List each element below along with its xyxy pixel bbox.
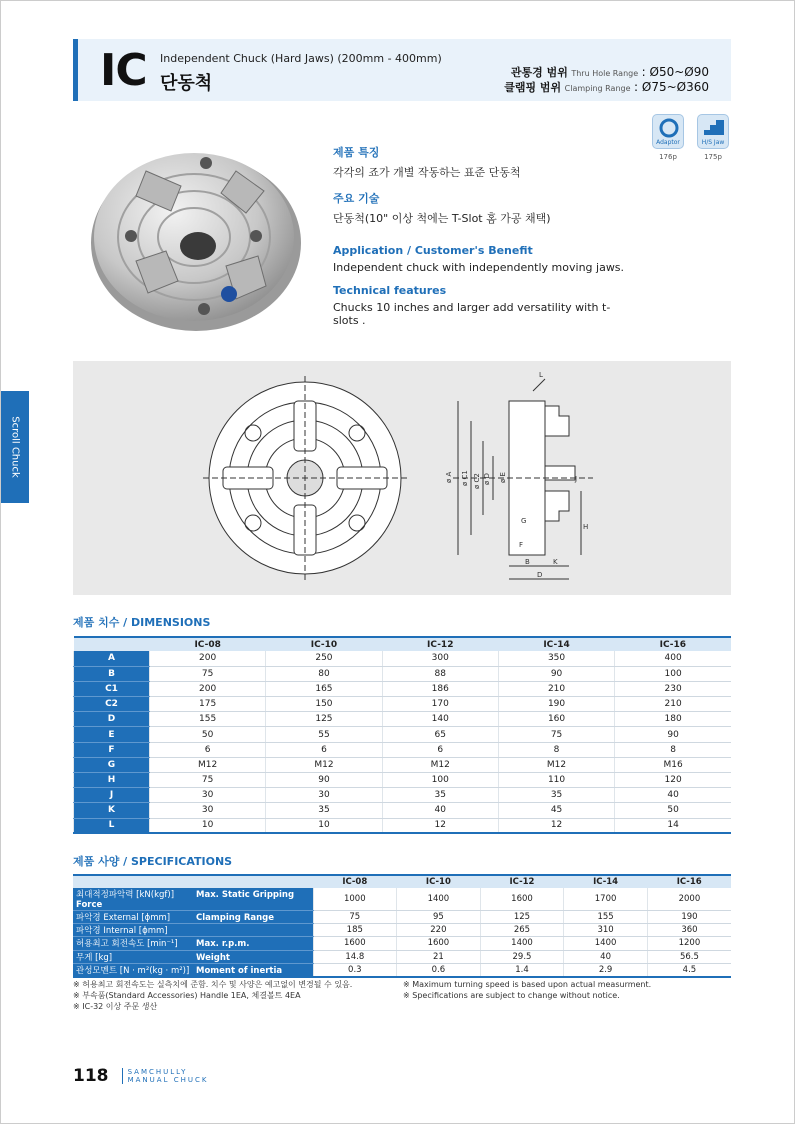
feature-text-kr-1: 각각의 죠가 개별 작동하는 표준 단동척 (333, 166, 521, 179)
label-dim-f: F (519, 541, 524, 549)
specifications-row-label (73, 950, 313, 963)
dimensions-cell: 45 (498, 803, 614, 818)
dimensions-cell: 100 (615, 666, 731, 681)
label-dim-c1: ø C1 (461, 470, 469, 486)
dimensions-table (73, 636, 731, 834)
dimensions-cell: 6 (266, 742, 382, 757)
label-dim-b: B (525, 558, 530, 566)
header-banner (73, 39, 731, 101)
dimensions-row (74, 697, 732, 712)
specifications-cell: 1200 (647, 937, 731, 950)
subtitle-en: Independent Chuck (Hard Jaws) (200mm - 400mm) (160, 52, 442, 65)
dimensions-cell: 210 (498, 681, 614, 696)
specifications-cell: 14.8 (313, 950, 397, 963)
specifications-row (73, 924, 731, 937)
specifications-cell: 190 (647, 911, 731, 924)
dimensions-row (74, 666, 732, 681)
brand-logo (122, 1068, 209, 1084)
dimensions-cell: 75 (498, 727, 614, 742)
dimensions-cell: 186 (382, 681, 498, 696)
specifications-cell: 125 (480, 911, 564, 924)
thru-hole-label-en: Thru Hole Range (571, 69, 639, 78)
specifications-cell: 95 (397, 911, 481, 924)
footer (73, 1065, 208, 1086)
specifications-row-label (73, 924, 313, 937)
label-dim-h: H (583, 523, 589, 531)
clamping-range (504, 79, 709, 95)
specifications-header-row (73, 875, 731, 888)
specifications-cell: 1600 (480, 888, 564, 911)
dimensions-row (74, 773, 732, 788)
note-en-2: ※ Specifications are subject to change without notice. (403, 991, 620, 1000)
dimensions-cell: 140 (382, 712, 498, 727)
spec-label-kr: 관성모멘트 [N · m²(kg · m²)] (76, 965, 190, 976)
dimensions-corner-cell (74, 637, 150, 651)
dimensions-cell: 30 (150, 788, 266, 803)
dimensions-row-key: D (74, 712, 150, 727)
dimensions-row-key: K (74, 803, 150, 818)
dimensions-row (74, 742, 732, 757)
spec-label-kr: 파악경 External [ϕmm] (76, 913, 171, 924)
feature-heading-en-2: Technical features (333, 284, 447, 297)
spec-label-kr: 최대적정파악력 [kN(kgf)] (76, 890, 175, 900)
dimensions-cell: M12 (498, 757, 614, 772)
dimensions-cell: 80 (266, 666, 382, 681)
label-dim-l: L (539, 371, 543, 379)
dimensions-row (74, 818, 732, 833)
note-kr-2: ※ 부속품(Standard Accessories) Handle 1EA, 체결볼트 4EA (73, 991, 301, 1000)
dimensions-cell: 88 (382, 666, 498, 681)
specifications-col-header: IC-08 (313, 875, 397, 888)
technical-drawing (73, 361, 731, 595)
specifications-row-label (73, 963, 313, 977)
dimensions-cell: 400 (615, 651, 731, 666)
dimensions-cell: 175 (150, 697, 266, 712)
dimensions-row-key: F (74, 742, 150, 757)
spec-label-en: Clamping Range (196, 913, 275, 924)
dimensions-cell: 350 (498, 651, 614, 666)
spec-label-en: Max. Static Gripping Force (76, 890, 295, 910)
specifications-row (73, 888, 731, 911)
specifications-table (73, 874, 731, 978)
dimensions-cell: 6 (150, 742, 266, 757)
brand-line-1: SAMCHULLY (127, 1067, 188, 1076)
dimensions-cell: 90 (498, 666, 614, 681)
spec-label-en: Moment of inertia (196, 965, 283, 976)
dimensions-cell: 210 (615, 697, 731, 712)
spec-label-en: Max. r.p.m. (196, 939, 250, 950)
thru-hole-label-kr: 관통경 범위 (510, 66, 568, 79)
dimensions-cell: 300 (382, 651, 498, 666)
dimensions-row (74, 803, 732, 818)
dimensions-cell: 50 (615, 803, 731, 818)
label-dim-e: ø E (499, 472, 507, 483)
specifications-cell: 310 (564, 924, 648, 937)
front-view (203, 376, 407, 580)
dimensions-cell: 6 (382, 742, 498, 757)
label-dim-k: K (553, 558, 558, 566)
label-dim-a: ø A (445, 471, 453, 483)
specifications-row (73, 963, 731, 977)
dimensions-cell: 125 (266, 712, 382, 727)
dimensions-cell: 200 (150, 681, 266, 696)
feature-text-en-1: Independent chuck with independently moving jaws. (333, 261, 625, 274)
dimensions-col-header: IC-10 (266, 637, 382, 651)
specifications-row (73, 950, 731, 963)
specifications-cell: 1700 (564, 888, 648, 911)
dimensions-cell: 65 (382, 727, 498, 742)
clamping-label-en: Clamping Range (564, 84, 631, 93)
adaptor-page-ref: 176p (659, 153, 677, 161)
specifications-cell: 1400 (397, 888, 481, 911)
specifications-cell: 1.4 (480, 963, 564, 977)
specifications-cell: 40 (564, 950, 648, 963)
dimensions-cell: 100 (382, 773, 498, 788)
specifications-cell: 2000 (647, 888, 731, 911)
specifications-cell: 4.5 (647, 963, 731, 977)
specifications-cell: 29.5 (480, 950, 564, 963)
clamping-label-kr: 클램핑 범위 (504, 81, 562, 94)
dimensions-cell: 30 (266, 788, 382, 803)
dimensions-title: 제품 치수 / DIMENSIONS (73, 616, 211, 629)
specifications-cell: 1400 (564, 937, 648, 950)
specifications-row (73, 937, 731, 950)
specifications-cell: 0.6 (397, 963, 481, 977)
brand-line-2: MANUAL CHUCK (127, 1075, 209, 1084)
dimensions-cell: 55 (266, 727, 382, 742)
dimensions-col-header: IC-16 (615, 637, 731, 651)
specifications-row-label (73, 888, 313, 911)
note-en-1: ※ Maximum turning speed is based upon actual measurment. (403, 980, 652, 989)
specifications-cell: 185 (313, 924, 397, 937)
specifications-cell: 1600 (397, 937, 481, 950)
dimensions-cell: 40 (615, 788, 731, 803)
specifications-cell: 265 (480, 924, 564, 937)
dimensions-cell: 170 (382, 697, 498, 712)
dimensions-cell: 75 (150, 773, 266, 788)
dimensions-cell: 160 (498, 712, 614, 727)
specifications-cell: 56.5 (647, 950, 731, 963)
dimensions-cell: M16 (615, 757, 731, 772)
dimensions-col-header: IC-12 (382, 637, 498, 651)
dimensions-cell: 230 (615, 681, 731, 696)
spec-label-en: Weight (196, 952, 230, 963)
specifications-cell: 0.3 (313, 963, 397, 977)
clamping-value: : Ø75~Ø360 (634, 80, 709, 94)
dimensions-cell: 150 (266, 697, 382, 712)
label-dim-g: G (521, 517, 527, 525)
dimensions-row (74, 712, 732, 727)
product-photo (86, 131, 311, 336)
features-block (333, 144, 633, 337)
dimensions-cell: 90 (266, 773, 382, 788)
hs-jaw-caption: H/S Jaw (701, 139, 725, 146)
dimensions-cell: 75 (150, 666, 266, 681)
dimensions-body (74, 651, 732, 833)
specifications-col-header: IC-14 (564, 875, 648, 888)
dimensions-cell: 14 (615, 818, 731, 833)
dimensions-cell: 155 (150, 712, 266, 727)
specifications-col-header: IC-12 (480, 875, 564, 888)
page-number: 118 (73, 1065, 109, 1086)
label-dim-c2: ø C2 (473, 473, 481, 489)
hs-jaw-page-ref: 175p (704, 153, 722, 161)
label-dim-d: ø D (483, 473, 491, 485)
note-kr-3: ※ IC-32 이상 주문 생산 (73, 1002, 158, 1011)
specifications-cell: 155 (564, 911, 648, 924)
dimensions-row (74, 788, 732, 803)
dimensions-cell: M12 (150, 757, 266, 772)
dimensions-row-key: G (74, 757, 150, 772)
specifications-col-header: IC-16 (647, 875, 731, 888)
label-dim-d-depth: D (537, 571, 543, 579)
thru-hole-range (511, 64, 709, 80)
dimensions-row-key: C2 (74, 697, 150, 712)
dimensions-row (74, 681, 732, 696)
note-kr-1: ※ 허용최고 회전속도는 실측치에 준함. 치수 및 사양은 예고없이 변경될 수 있음. (73, 980, 353, 989)
specifications-title: 제품 사양 / SPECIFICATIONS (73, 855, 233, 868)
specifications-cell: 220 (397, 924, 481, 937)
specifications-body (73, 888, 731, 977)
dimensions-cell: 110 (498, 773, 614, 788)
dimensions-cell: 35 (498, 788, 614, 803)
dimensions-cell: 180 (615, 712, 731, 727)
dimensions-cell: 30 (150, 803, 266, 818)
dimensions-cell: 90 (615, 727, 731, 742)
dimensions-cell: 35 (382, 788, 498, 803)
dimensions-cell: M12 (266, 757, 382, 772)
dimensions-row (74, 757, 732, 772)
spec-label-kr: 무게 [kg] (76, 952, 113, 963)
dimensions-cell: 8 (498, 742, 614, 757)
spec-label-kr: 파악경 Internal [ϕmm] (76, 926, 168, 937)
dimensions-cell: 165 (266, 681, 382, 696)
dimensions-cell: 10 (150, 818, 266, 833)
dimensions-row-key: E (74, 727, 150, 742)
dimensions-cell: 190 (498, 697, 614, 712)
specifications-corner-cell (73, 875, 313, 888)
side-tab-label: Scroll Chuck (9, 416, 21, 478)
dimensions-row-key: L (74, 818, 150, 833)
specifications-cell: 1600 (313, 937, 397, 950)
dimensions-col-header: IC-08 (150, 637, 266, 651)
specifications-cell: 1400 (480, 937, 564, 950)
dimensions-cell: 10 (266, 818, 382, 833)
dimensions-row (74, 727, 732, 742)
dimensions-row-key: A (74, 651, 150, 666)
dimensions-cell: 12 (498, 818, 614, 833)
dimensions-cell: 120 (615, 773, 731, 788)
specifications-cell: 75 (313, 911, 397, 924)
specifications-row-label (73, 937, 313, 950)
specifications-row-label (73, 911, 313, 924)
adaptor-caption: Adaptor (656, 139, 680, 146)
dimensions-row-key: J (74, 788, 150, 803)
thru-hole-value: : Ø50~Ø90 (641, 65, 709, 79)
dimensions-cell: 12 (382, 818, 498, 833)
dimensions-row (74, 651, 732, 666)
feature-heading-en-1: Application / Customer's Benefit (333, 244, 533, 257)
dimensions-cell: 250 (266, 651, 382, 666)
dimensions-cell: 8 (615, 742, 731, 757)
specifications-row (73, 911, 731, 924)
dimensions-row-key: H (74, 773, 150, 788)
specifications-cell: 360 (647, 924, 731, 937)
specifications-cell: 2.9 (564, 963, 648, 977)
dimensions-cell: M12 (382, 757, 498, 772)
spec-label-kr: 허용최고 회전속도 [min⁻¹] (76, 939, 178, 950)
side-tab[interactable] (1, 391, 29, 503)
dimensions-header-row (74, 637, 732, 651)
dimensions-cell: 35 (266, 803, 382, 818)
dimensions-col-header: IC-14 (498, 637, 614, 651)
specifications-col-header: IC-10 (397, 875, 481, 888)
dimensions-row-key: C1 (74, 681, 150, 696)
feature-text-kr-2: 단동척(10" 이상 척에는 T-Slot 홈 가공 채택) (333, 212, 551, 225)
dimensions-row-key: B (74, 666, 150, 681)
notes-kr (73, 979, 352, 1012)
specifications-cell: 1000 (313, 888, 397, 911)
feature-text-en-2: Chucks 10 inches and larger add versatility with t-slots . (333, 301, 611, 327)
feature-heading-kr-1: 제품 특징 (333, 146, 380, 159)
specifications-cell: 21 (397, 950, 481, 963)
model-name: IC (100, 45, 147, 96)
dimensions-cell: 50 (150, 727, 266, 742)
subtitle-kr: 단동척 (160, 73, 213, 94)
dimensions-cell: 40 (382, 803, 498, 818)
notes-en (403, 979, 651, 1001)
feature-heading-kr-2: 주요 기술 (333, 192, 380, 205)
dimensions-cell: 200 (150, 651, 266, 666)
label-dim-j: J (575, 475, 578, 483)
